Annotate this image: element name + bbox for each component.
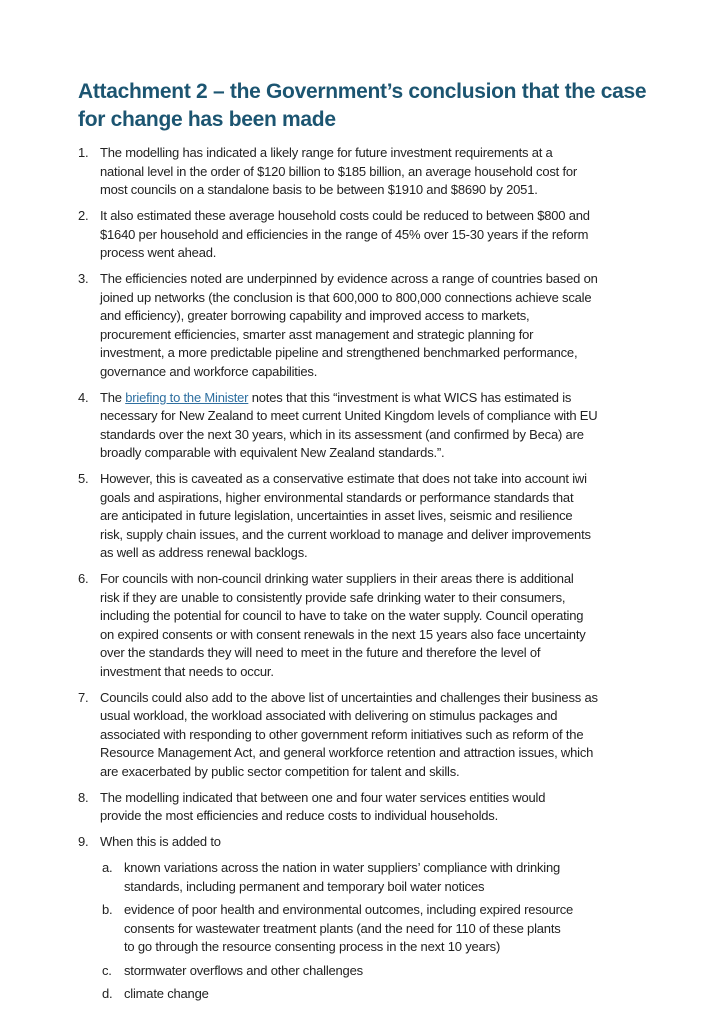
list-item	[78, 144, 658, 200]
text-line: as well as address renewal backlogs.	[100, 545, 308, 560]
text-line: including the potential for council to have to take on the water supply. Council operating	[100, 608, 584, 623]
text-line: investment that needs to occur.	[100, 663, 274, 679]
text-line: The modelling indicated that between one and four water services entities would	[100, 789, 546, 805]
text-line: The efficiencies noted are underpinned by evidence across a range of countries based on	[100, 271, 598, 286]
text-line: consents for wastewater treatment plants (and the need for 110 of these plants	[124, 920, 561, 936]
list-item	[78, 470, 658, 563]
text-line: When this is added to	[100, 834, 221, 849]
text-line: over the standards they will need to meet in the future and therefore the level of	[100, 645, 541, 660]
text-line: risk if they are unable to consistently provide safe drinking water to their consumers,	[100, 589, 566, 605]
text-line: standards over the next 30 years, which in its assessment (and confirmed by Beca) are	[100, 426, 584, 442]
sub-item-letter: b.	[102, 902, 113, 917]
text-line: evidence of poor health and environmental outcomes, including expired resource	[124, 902, 574, 917]
text-line: $1640 per household and efficiencies in the range of 45% over 15-30 years if the reform	[100, 226, 589, 242]
text-line: governance and workforce capabilities.	[100, 363, 318, 379]
list-item	[78, 789, 658, 826]
text-line: most councils on a standalone basis to be between $1910 and $8690 by 2051.	[100, 182, 538, 197]
text-line: to go through the resource consenting process in the next 10 years)	[124, 939, 501, 954]
text-line: broadly comparable with equivalent New Zealand standards.”.	[100, 445, 445, 460]
item-number: 5.	[78, 471, 89, 486]
text-line: associated with responding to other government reform initiatives such as reform of the	[100, 726, 584, 742]
sub-item-letter: d.	[102, 986, 113, 1001]
list-item	[78, 570, 658, 681]
text-line: Councils could also add to the above list of uncertainties and challenges their business as	[100, 689, 598, 705]
text-line: known variations across the nation in water suppliers’ compliance with drinking	[124, 860, 561, 875]
text-line: standards, including permanent and temporary boil water notices	[124, 878, 485, 894]
text-line: For councils with non-council drinking water suppliers in their areas there is additional	[100, 571, 574, 586]
sub-list-item	[78, 962, 658, 981]
item-number: 9.	[78, 834, 89, 849]
text-line: However, this is caveated as a conservative estimate that does not take into account iwi	[100, 471, 587, 486]
text-line: joined up networks (the conclusion is that 600,000 to 800,000 connections achieve scale	[100, 289, 592, 305]
sub-list-item	[78, 901, 658, 957]
numbered-list	[78, 144, 658, 1009]
sub-list-item	[78, 859, 658, 896]
sub-list-item	[78, 985, 658, 1004]
text-line: Resource Management Act, and general workforce retention and attraction issues, which	[100, 745, 594, 760]
text-line: necessary for New Zealand to meet current United Kingdom levels of compliance with EU	[100, 408, 598, 423]
text-fragment: notes that this “investment is what WICS has estimated is	[248, 389, 572, 405]
item-number: 7.	[78, 689, 89, 705]
text-line: process went ahead.	[100, 245, 217, 260]
item-number: 4.	[78, 389, 89, 405]
item-number: 1.	[78, 145, 89, 160]
list-item	[78, 689, 658, 782]
text-line: are anticipated in future legislation, uncertainties in asset lives, seismic and resilience	[100, 508, 573, 523]
text-line: stormwater overflows and other challenges	[124, 962, 363, 978]
text-line: and efficiency), greater borrowing capability and improved access to markets,	[100, 308, 530, 323]
title-line-1: Attachment 2 – the Government’s conclusion that the case	[78, 80, 647, 103]
item-number: 6.	[78, 571, 89, 586]
sub-item-letter: a.	[102, 860, 113, 875]
text-line: provide the most efficiencies and reduce costs to individual households.	[100, 808, 498, 823]
sub-item-letter: c.	[102, 962, 112, 978]
page-title	[78, 78, 646, 134]
text-line: investment, a more predictable pipeline and strengthened benchmarked performance,	[100, 345, 578, 360]
text-line: goals and aspirations, higher environmental standards or performance standards that	[100, 489, 574, 505]
item-number: 2.	[78, 208, 89, 223]
text-line: are exacerbated by public sector competition for talent and skills.	[100, 763, 460, 779]
text-line: risk, supply chain issues, and the current workload to manage and deliver improvements	[100, 526, 591, 542]
text-line: usual workload, the workload associated with delivering on stimulus packages and	[100, 708, 558, 723]
text-line: national level in the order of $120 billion to $185 billion, an average household cost for	[100, 163, 578, 179]
list-item	[78, 207, 658, 263]
list-item	[78, 833, 658, 852]
text-line: climate change	[124, 986, 209, 1001]
text-line: The modelling has indicated a likely range for future investment requirements at a	[100, 145, 553, 160]
item-number: 8.	[78, 789, 89, 805]
title-line-2: for change has been made	[78, 108, 336, 131]
list-item	[78, 389, 658, 463]
text-line: It also estimated these average household costs could be reduced to between $800 and	[100, 208, 590, 223]
text-line: on expired consents or with consent renewals in the next 15 years also face uncertainty	[100, 626, 586, 642]
text-line	[100, 389, 658, 408]
text-line: procurement efficiencies, smarter asst management and strategic planning for	[100, 326, 534, 342]
item-number: 3.	[78, 271, 89, 286]
text-fragment: The	[100, 389, 126, 405]
briefing-link[interactable]: briefing to the Minister	[125, 389, 249, 405]
list-item	[78, 270, 658, 381]
